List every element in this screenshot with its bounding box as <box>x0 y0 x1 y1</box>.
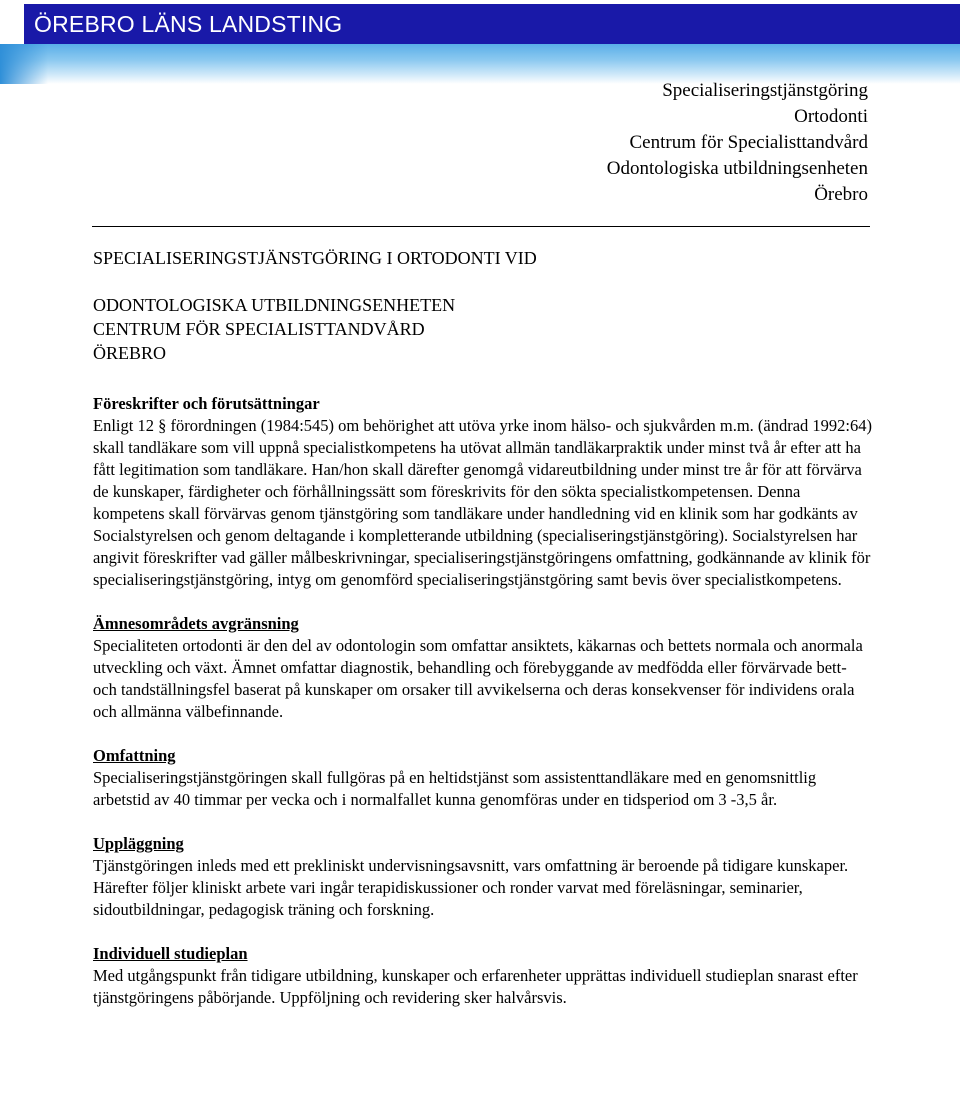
document-body <box>93 246 873 1009</box>
title-line: ODONTOLOGISKA UTBILDNINGSENHETEN <box>93 295 456 315</box>
section-body: Specialiteten ortodonti är den del av odontologin som omfattar ansiktets, käkarnas och bettets normala och anormala utveckling och växt. Ämnet omfattar diagnostik, behandling och förebyggande av medfödda eller förvärvade bett- och tandställningsfel baserat på kunskaper om orsaker till avvikelserna och deras konsekvenser för individens orala och allmänna välbefinnande. <box>93 636 863 721</box>
address-line: Örebro <box>814 184 868 205</box>
section-body: Enligt 12 § förordningen (1984:545) om behörighet att utöva yrke inom hälso- och sjukvården m.m. (ändrad 1992:64) skall tandläkare som vill uppnå specialistkompetens ha utövat allmän tandläkarpraktik under minst två år efter att ha fått legitimation som tandläkare. Han/hon skall därefter genomgå vidareutbildning under minst tre år för att förvärva de kunskaper, färdigheter och förhållningssätt som föreskrivits för den sökta specialistkompetensen. Denna kompetens skall förvärvas genom tjänstgöring som tandläkare under handledning vid en klinik som har godkänts av Socialstyrelsen och genom deltagande i kompletterande utbildning (specialiseringstjänstgöring). Socialstyrelsen har angivit föreskrifter vad gäller målbeskrivningar, specialiseringstjänstgöringens omfattning, godkännande av klinik för specialiseringstjänstgöring, intyg om genomförd specialiseringstjänstgöring samt bevis över specialistkompetens. <box>93 416 873 589</box>
section-amnesomrade <box>93 613 873 723</box>
section-heading: Omfattning <box>93 746 176 765</box>
title-line: ÖREBRO <box>93 343 167 363</box>
section-heading: Föreskrifter och förutsättningar <box>93 394 320 413</box>
section-body: Med utgångspunkt från tidigare utbildning, kunskaper och erfarenheter upprättas individuell studieplan snarast efter tjänstgöringens påbörjande. Uppföljning och revidering sker halvårsvis. <box>93 966 858 1007</box>
section-studieplan <box>93 943 873 1009</box>
address-block <box>607 78 868 208</box>
section-foreskrifter <box>93 393 873 591</box>
section-body: Tjänstgöringen inleds med ett prekliniskt undervisningsavsnitt, vars omfattning är beroende på tidigare kunskaper. Härefter följer kliniskt arbete vari ingår terapidiskussioner och ronder varvat med föreläsningar, seminarier, sidoutbildningar, pedagogisk träning och forskning. <box>93 856 849 919</box>
letterhead <box>0 0 960 84</box>
divider <box>92 226 870 227</box>
address-line: Centrum för Specialisttandvård <box>629 132 868 153</box>
section-heading: Ämnesområdets avgränsning <box>93 614 299 633</box>
address-line: Specialiseringstjänstgöring <box>662 80 868 101</box>
address-line: Ortodonti <box>794 106 868 127</box>
title-line: SPECIALISERINGSTJÄNSTGÖRING I ORTODONTI VID <box>93 248 537 268</box>
section-heading: Uppläggning <box>93 834 184 853</box>
title-line: CENTRUM FÖR SPECIALISTTANDVÅRD <box>93 319 425 339</box>
address-line: Odontologiska utbildningsenheten <box>606 158 868 179</box>
section-omfattning <box>93 745 873 811</box>
section-body: Specialiseringstjänstgöringen skall fullgöras på en heltidstjänst som assistenttandläkare med en genomsnittlig arbetstid av 40 timmar per vecka och i normalfallet kunna genomföras under en tidsperiod om 3 -3,5 år. <box>93 768 817 809</box>
section-heading: Individuell studieplan <box>93 944 248 963</box>
section-upplaggning <box>93 833 873 921</box>
document-title <box>93 246 873 365</box>
organization-name: ÖREBRO LÄNS LANDSTING <box>34 11 343 37</box>
